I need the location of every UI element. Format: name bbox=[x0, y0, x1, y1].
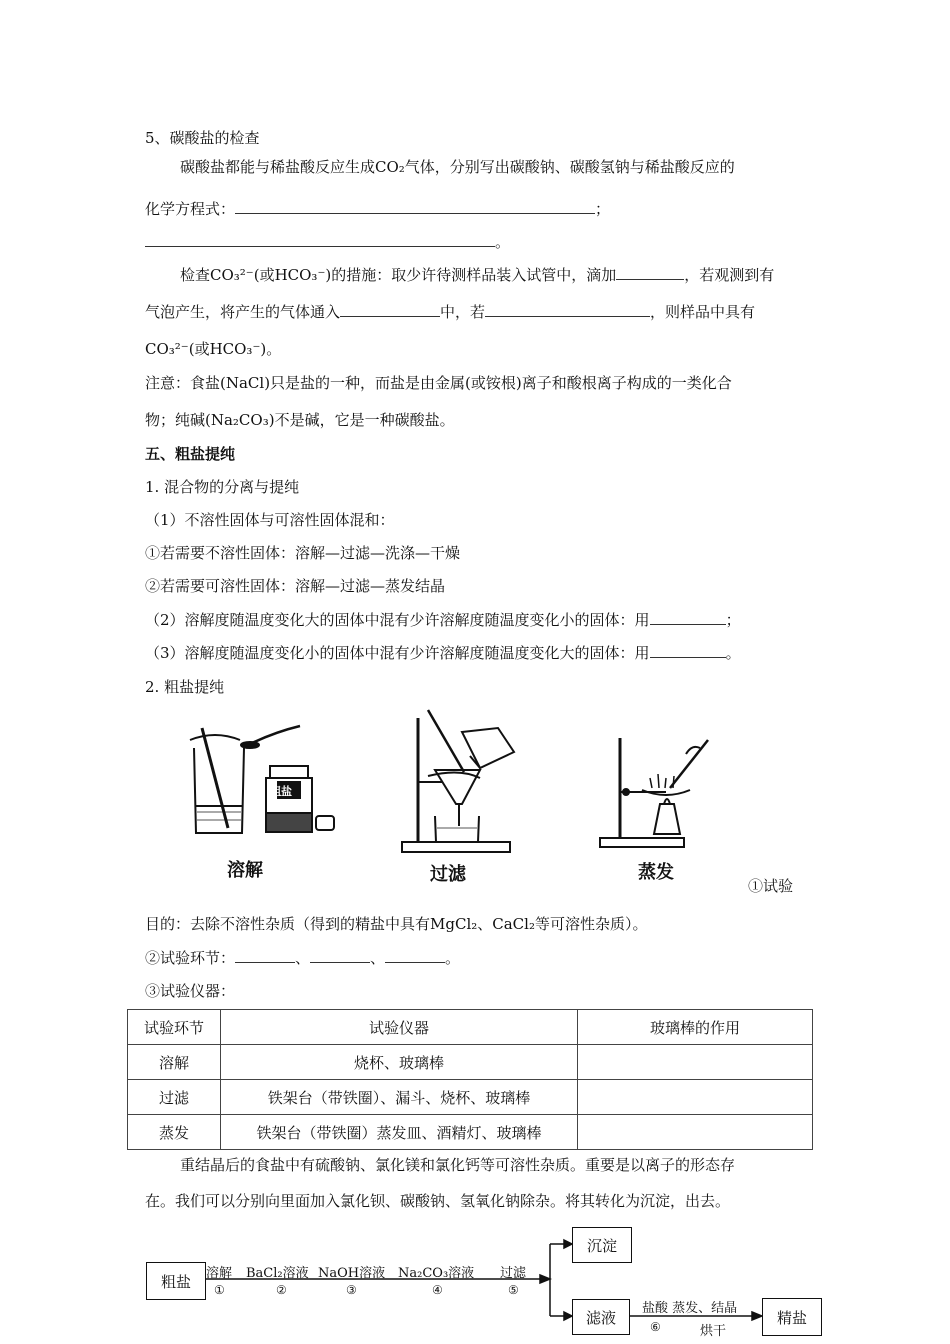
text: 检查CO₃²⁻(或HCO₃⁻)的措施：取少许待测样品装入试管中，滴加 bbox=[180, 266, 617, 284]
punctuation: ； bbox=[725, 611, 741, 629]
recrystallization-para-1: 重结晶后的食盐中有硫酸钠、氯化镁和氯化钙等可溶性杂质。重要是以离子的形态存 bbox=[180, 1156, 736, 1174]
purpose-line: 目的：去除不溶性杂质（得到的精盐中具有MgCl₂、CaCl₂等可溶性杂质）。 bbox=[145, 915, 648, 933]
apparatus-figure bbox=[180, 708, 740, 868]
equation-label: 化学方程式： bbox=[145, 200, 236, 218]
purpose-prefix: ①试验 bbox=[748, 877, 794, 895]
text: （3）溶解度随温度变化小的固体中混有少许溶解度随温度变化大的固体：用 bbox=[145, 644, 650, 662]
answer-blank-step-1[interactable] bbox=[235, 948, 295, 963]
flow-step-final-top: 盐酸 蒸发、结晶 bbox=[642, 1301, 738, 1316]
table-cell-instruments: 烧杯、玻璃棒 bbox=[221, 1045, 578, 1080]
answer-blank-eq1[interactable] bbox=[235, 199, 595, 214]
flow-node-filtrate: 滤液 bbox=[572, 1299, 630, 1335]
table-cell-glass-rod-role[interactable] bbox=[578, 1045, 813, 1080]
answer-blank-method-2[interactable] bbox=[650, 643, 726, 658]
table-cell-instruments: 铁架台（带铁圈）、漏斗、烧杯、玻璃棒 bbox=[221, 1080, 578, 1115]
table-row bbox=[128, 1045, 813, 1080]
table-cell-glass-rod-role[interactable] bbox=[578, 1080, 813, 1115]
filter-apparatus bbox=[402, 710, 514, 852]
section-5-para-3 bbox=[145, 232, 510, 252]
flow-num-6: ⑥ bbox=[650, 1320, 661, 1334]
flow-num-1: ① bbox=[214, 1283, 225, 1297]
answer-blank-step-2[interactable] bbox=[310, 948, 370, 963]
table-header-row bbox=[128, 1010, 813, 1045]
item-2 bbox=[145, 610, 741, 630]
answer-blank-step-3[interactable] bbox=[385, 948, 445, 963]
table-header: 试验仪器 bbox=[221, 1010, 578, 1045]
table-cell-step: 蒸发 bbox=[128, 1115, 221, 1150]
flow-step-dissolve: 溶解 bbox=[206, 1266, 233, 1281]
section-5-para-5 bbox=[145, 302, 755, 322]
section-5-para-4 bbox=[180, 265, 774, 285]
table-row bbox=[128, 1115, 813, 1150]
table-cell-step: 过滤 bbox=[128, 1080, 221, 1115]
section-5-title: 5、碳酸盐的检查 bbox=[145, 129, 260, 147]
section-5-para-1: 碳酸盐都能与稀盐酸反应生成CO₂气体，分别写出碳酸钠、碳酸氢钠与稀盐酸反应的 bbox=[180, 158, 735, 176]
item-3 bbox=[145, 643, 741, 663]
table-cell-instruments: 铁架台（带铁圈）蒸发皿、酒精灯、玻璃棒 bbox=[221, 1115, 578, 1150]
figure-caption-dissolve: 溶解 bbox=[227, 860, 263, 881]
table-row bbox=[128, 1080, 813, 1115]
table-header: 试验环节 bbox=[128, 1010, 221, 1045]
figure-caption-evaporate: 蒸发 bbox=[638, 862, 674, 883]
answer-blank-reagent[interactable] bbox=[616, 265, 684, 280]
subsection-1-title: 1. 混合物的分离与提纯 bbox=[145, 478, 300, 496]
item-1: （1）不溶性固体与可溶性固体混和： bbox=[145, 511, 395, 529]
table-header: 玻璃棒的作用 bbox=[578, 1010, 813, 1045]
instrument-table bbox=[127, 1009, 813, 1150]
flow-num-5: ⑤ bbox=[508, 1283, 519, 1297]
figure-caption-filter: 过滤 bbox=[430, 864, 466, 885]
item-1-b: ②若需要可溶性固体：溶解—过滤—蒸发结晶 bbox=[145, 577, 446, 595]
recrystallization-para-2: 在。我们可以分别向里面加入氯化钡、碳酸钠、氢氧化钠除杂。将其转化为沉淀，出去。 bbox=[145, 1192, 731, 1210]
instruments-label: ③试验仪器： bbox=[145, 982, 236, 1000]
answer-blank-eq2[interactable] bbox=[145, 232, 495, 247]
punctuation: 。 bbox=[725, 644, 741, 662]
flow-num-3: ③ bbox=[346, 1283, 357, 1297]
section-5-para-2 bbox=[145, 199, 610, 219]
note-line-2: 物；纯碱(Na₂CO₃)不是碱，它是一种碳酸盐。 bbox=[145, 411, 455, 429]
answer-blank-method-1[interactable] bbox=[650, 610, 726, 625]
separator: 、 bbox=[370, 949, 386, 967]
flow-num-4: ④ bbox=[432, 1283, 443, 1297]
steps-label: ②试验环节： bbox=[145, 949, 236, 967]
section-v-title: 五、粗盐提纯 bbox=[145, 445, 236, 463]
answer-blank-gas[interactable] bbox=[340, 302, 440, 317]
flow-step-naoh: NaOH溶液 bbox=[318, 1266, 386, 1281]
table-cell-glass-rod-role[interactable] bbox=[578, 1115, 813, 1150]
text: ，若观测到有 bbox=[684, 266, 775, 284]
separator: 、 bbox=[295, 949, 311, 967]
text: 气泡产生，将产生的气体通入 bbox=[145, 303, 341, 321]
steps-line bbox=[145, 948, 460, 968]
jar-label: 粗盐 bbox=[270, 785, 292, 798]
section-5-para-6: CO₃²⁻(或HCO₃⁻)。 bbox=[145, 340, 282, 358]
dissolve-apparatus bbox=[190, 726, 334, 833]
text: 中，若 bbox=[440, 303, 486, 321]
subsection-2-title: 2. 粗盐提纯 bbox=[145, 678, 225, 696]
flow-step-filter: 过滤 bbox=[500, 1266, 527, 1281]
flow-num-2: ② bbox=[276, 1283, 287, 1297]
flow-step-na2co3: Na₂CO₃溶液 bbox=[398, 1266, 475, 1281]
note-line-1: 注意：食盐(NaCl)只是盐的一种，而盐是由金属(或铵根)离子和酸根离子构成的一类化合 bbox=[145, 374, 732, 392]
text: （2）溶解度随温度变化大的固体中混有少许溶解度随温度变化小的固体：用 bbox=[145, 611, 650, 629]
punctuation: 。 bbox=[495, 233, 511, 251]
flow-node-precipitate: 沉淀 bbox=[572, 1227, 632, 1263]
flow-node-refined-salt: 精盐 bbox=[762, 1298, 822, 1336]
flow-node-crude-salt: 粗盐 bbox=[146, 1262, 206, 1300]
punctuation: 。 bbox=[445, 949, 461, 967]
punctuation: ； bbox=[595, 200, 611, 218]
evaporate-apparatus bbox=[600, 738, 708, 847]
answer-blank-observation[interactable] bbox=[485, 302, 650, 317]
flow-step-bacl2: BaCl₂溶液 bbox=[246, 1266, 309, 1281]
item-1-a: ①若需要不溶性固体：溶解—过滤—洗涤—干燥 bbox=[145, 544, 461, 562]
table-cell-step: 溶解 bbox=[128, 1045, 221, 1080]
text: ，则样品中具有 bbox=[650, 303, 756, 321]
flow-step-final-bottom: 烘干 bbox=[700, 1324, 727, 1339]
